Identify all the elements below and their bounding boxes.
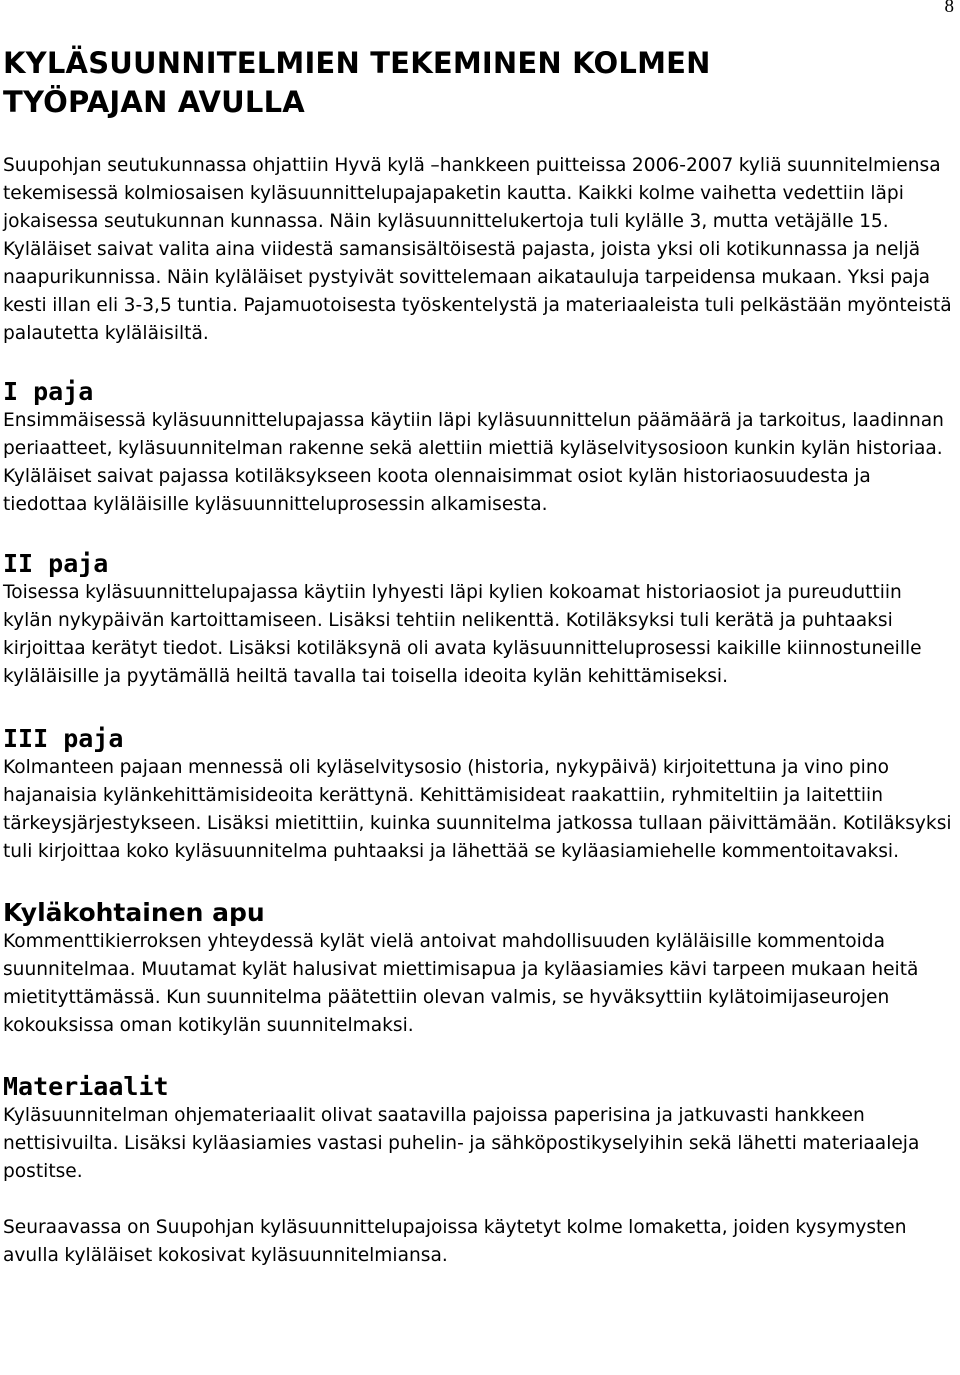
document-body bbox=[3, 44, 955, 1270]
section-text-materiaalit: Kyläsuunnitelman ohjemateriaalit olivat saatavilla pajoissa paperisina ja jatkuvasti hankkeen nettisivuilta. Lisäksi kyläasiamies vastasi puhelin- ja sähköpostikyselyihin sekä lähetti materiaaleja postitse. bbox=[3, 1105, 920, 1182]
page-number: 8 bbox=[944, 0, 954, 17]
section-text-paja-2: Toisessa kyläsuunnittelupajassa käytiin lyhyesti läpi kylien kokoamat historiaosiot ja pureuduttiin kylän nykypäivän kartoittamiseen. Lisäksi tehtiin nelikenttä. Kotiläksyksi tuli kerätä ja puhtaaksi kirjoittaa kerätyt tiedot. Lisäksi kotiläksynä oli avata kyläsuunnitteluprosessi kaikille kiinnostuneille kyläläisille ja pyytämällä heiltä tavalla tai toisella ideoita kylän kehittämiseksi. bbox=[3, 582, 922, 687]
page-title bbox=[3, 44, 955, 122]
title-line-2: TYÖPAJAN AVULLA bbox=[3, 85, 305, 119]
section-text-paja-1: Ensimmäisessä kyläsuunnittelupajassa käytiin läpi kyläsuunnittelun päämäärä ja tarkoitus, laadinnan periaatteet, kyläsuunnitelman rakenne sekä alettiin miettiä kyläselvitysosioon kunkin kylän historiaa. Kyläläiset saivat pajassa kotiläksykseen koota olennaisimmat osiot kylän historiaosuudesta ja tiedottaa kyläläisille kyläsuunnitteluprosessin alkamisesta. bbox=[3, 410, 944, 515]
section-heading-kylakohtainen-apu: Kyläkohtainen apu bbox=[3, 898, 265, 927]
section-heading-paja-3: III paja bbox=[3, 724, 124, 753]
section-heading-paja-2: II paja bbox=[3, 549, 109, 578]
section-heading-paja-1: I paja bbox=[3, 377, 94, 406]
title-line-1: KYLÄSUUNNITELMIEN TEKEMINEN KOLMEN bbox=[3, 46, 711, 80]
intro-paragraph: Suupohjan seutukunnassa ohjattiin Hyvä kylä –hankkeen puitteissa 2006-2007 kyliä suunnitelmiensa tekemisessä kolmiosaisen kyläsuunnittelupajapaketin kautta. Kaikki kolme vaihetta vedettiin läpi jokaisessa seutukunnan kunnassa. Näin kyläsuunnittelukertoja tuli kylälle 3, mutta vetäjälle 15. Kyläläiset saivat valita aina viidestä samansisältöisestä pajasta, joista yksi oli kotikunnassa ja neljä naapurikunnissa. Näin kyläläiset pystyivät sovittelemaan aikatauluja tarpeidensa mukaan. Yksi paja kesti illan eli 3-3,5 tuntia. Pajamuotoisesta työskentelystä ja materiaaleista tuli pelkästään myönteistä palautetta kyläläisiltä. bbox=[3, 155, 952, 344]
section-text-paja-3: Kolmanteen pajaan mennessä oli kyläselvitysosio (historia, nykypäivä) kirjoitettuna ja vino pino hajanaisia kylänkehittämisideoita kerättynä. Kehittämisideat raakattiin, ryhmiteltiin ja laitettiin tärkeysjärjestykseen. Lisäksi mietittiin, kuinka suunnitelma jatkossa tullaan päivittämään. Kotiläksyksi tuli kirjoittaa koko kyläsuunnitelma puhtaaksi ja lähettää se kyläasiamiehelle kommentoitavaksi. bbox=[3, 757, 952, 862]
section-text-kylakohtainen-apu: Kommenttikierroksen yhteydessä kylät vielä antoivat mahdollisuuden kyläläisille kommentoida suunnitelmaa. Muutamat kylät halusivat miettimisapua ja kyläasiamies kävi tarpeen mukaan heitä mietityttämässä. Kun suunnitelma päätettiin olevan valmis, se hyväksyttiin kylätoimijaseurojen kokouksissa oman kotikylän suunnitelmaksi. bbox=[3, 931, 919, 1036]
closing-paragraph: Seuraavassa on Suupohjan kyläsuunnittelupajoissa käytetyt kolme lomaketta, joiden kysymysten avulla kyläläiset kokosivat kyläsuunnitelmiansa. bbox=[3, 1217, 907, 1266]
section-heading-materiaalit: Materiaalit bbox=[3, 1072, 169, 1101]
